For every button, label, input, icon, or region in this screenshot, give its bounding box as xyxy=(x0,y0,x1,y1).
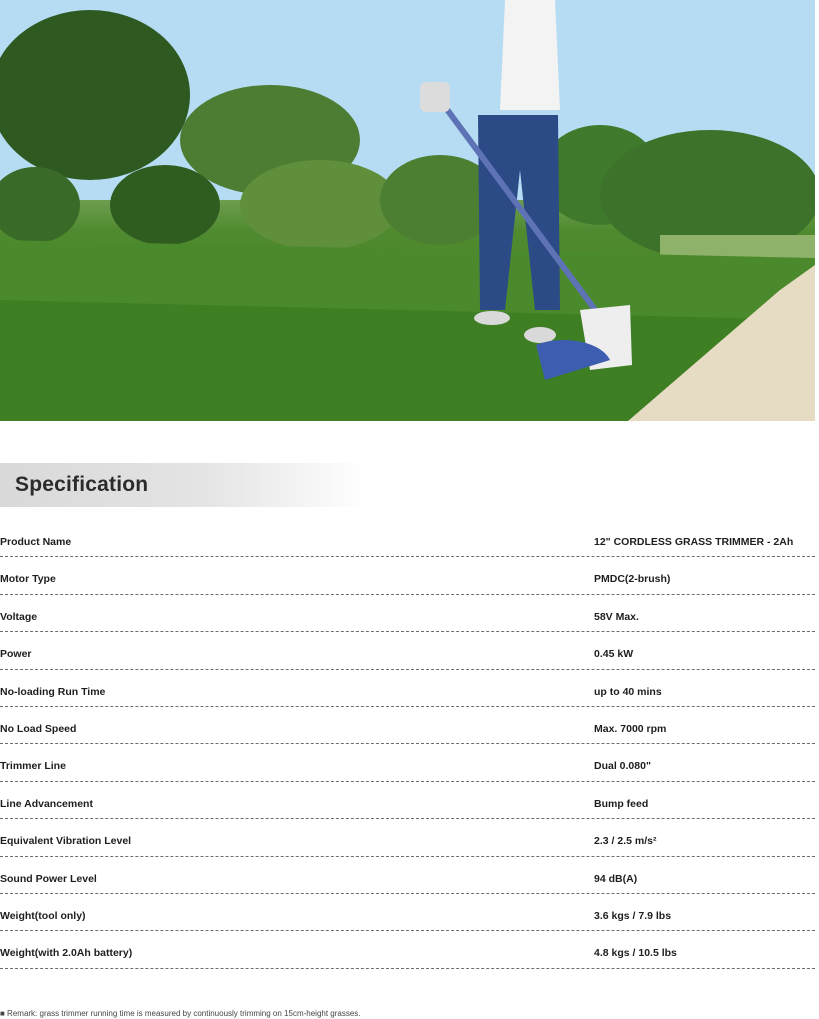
spec-label: Power xyxy=(0,648,32,661)
spec-value: 94 dB(A) xyxy=(594,872,638,885)
spec-label: Weight(tool only) xyxy=(0,909,86,922)
spec-value: 0.45 kW xyxy=(594,648,634,661)
spec-value: Bump feed xyxy=(594,797,649,810)
table-row xyxy=(0,670,815,707)
table-row xyxy=(0,931,815,968)
table-row xyxy=(0,744,815,781)
hero-photo xyxy=(0,0,815,421)
spec-value: 58V Max. xyxy=(594,610,639,623)
spec-value: Dual 0.080" xyxy=(594,760,651,773)
lawn-scene-illustration xyxy=(0,0,815,421)
specification-header xyxy=(0,463,370,507)
page-title: Specification xyxy=(15,473,149,496)
table-row xyxy=(0,894,815,931)
table-row xyxy=(0,595,815,632)
table-row xyxy=(0,632,815,669)
spec-label: Voltage xyxy=(0,610,38,623)
spec-label: Line Advancement xyxy=(0,797,93,810)
spec-label: Weight(with 2.0Ah battery) xyxy=(0,947,133,960)
spec-value: 4.8 kgs / 10.5 lbs xyxy=(594,947,677,960)
spec-value: up to 40 mins xyxy=(594,685,662,698)
table-row xyxy=(0,520,815,557)
spec-value: Max. 7000 rpm xyxy=(594,722,667,735)
table-row xyxy=(0,557,815,594)
spec-label: Motor Type xyxy=(0,573,56,586)
spec-value: 3.6 kgs / 7.9 lbs xyxy=(594,909,672,922)
remark-note: ■ Remark: grass trimmer running time is measured by continuously trimming on 15cm-height grasses. xyxy=(0,1009,361,1018)
specification-table xyxy=(0,520,815,969)
spec-label: No Load Speed xyxy=(0,722,77,735)
spec-label: Sound Power Level xyxy=(0,872,97,885)
spec-value: PMDC(2-brush) xyxy=(594,573,671,586)
table-row xyxy=(0,707,815,744)
spec-label: Trimmer Line xyxy=(0,760,66,773)
table-row xyxy=(0,857,815,894)
spec-value: 12" CORDLESS GRASS TRIMMER - 2Ah xyxy=(594,536,794,548)
table-row xyxy=(0,819,815,856)
table-row xyxy=(0,782,815,819)
spec-label: Product Name xyxy=(0,536,72,548)
spec-label: No-loading Run Time xyxy=(0,685,106,698)
spec-value: 2.3 / 2.5 m/s² xyxy=(594,835,657,848)
spec-label: Equivalent Vibration Level xyxy=(0,835,132,848)
